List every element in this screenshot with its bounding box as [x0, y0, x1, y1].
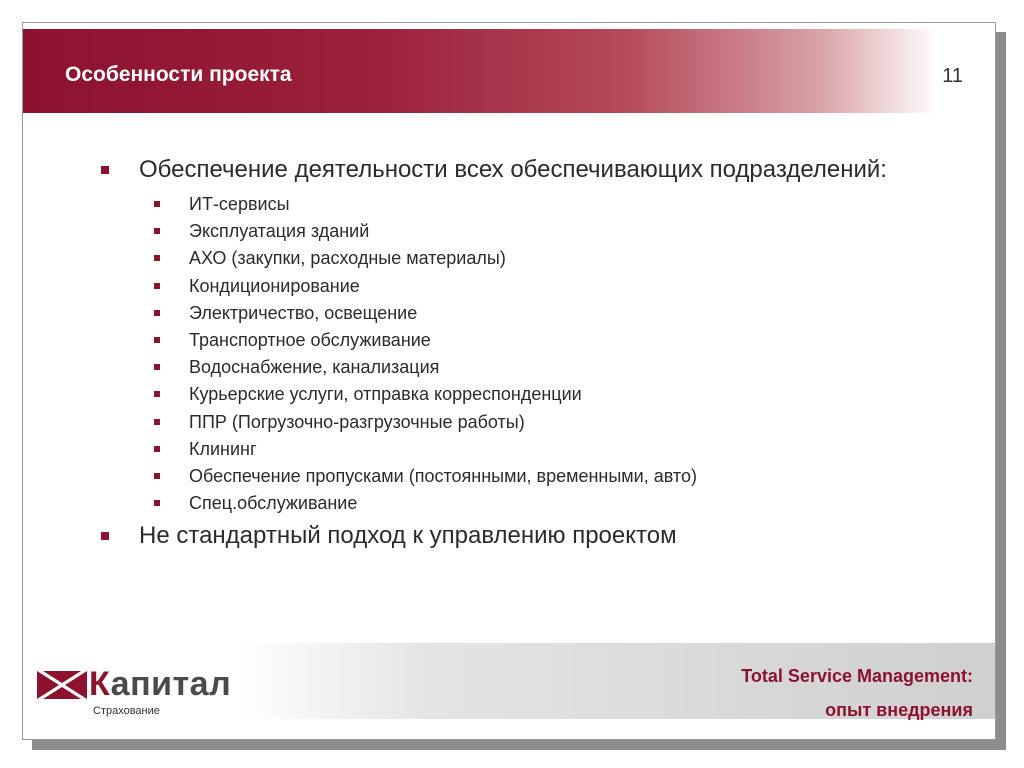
- square-bullet-icon: [154, 228, 160, 234]
- square-bullet-icon: [154, 364, 160, 370]
- footer-title: Total Service Management:: [741, 666, 973, 686]
- page-number: 11: [942, 65, 963, 87]
- bullet-item-1: [101, 153, 961, 187]
- sub-bullet-item: [101, 273, 961, 300]
- sub-bullet-item: [101, 218, 961, 245]
- sub-bullet-text: Эксплуатация зданий: [189, 221, 370, 242]
- slide: [22, 22, 996, 740]
- footer-subtitle: опыт внедрения: [825, 700, 973, 720]
- square-bullet-icon: [154, 419, 160, 425]
- sub-bullet-text: Водоснабжение, канализация: [189, 357, 440, 378]
- sub-bullet-text: АХО (закупки, расходные материалы): [189, 248, 506, 269]
- sub-bullet-item: [101, 381, 961, 408]
- company-logo: [35, 663, 265, 719]
- sub-bullet-item: [101, 490, 961, 517]
- square-bullet-icon: [101, 166, 109, 174]
- sub-bullet-item: [101, 436, 961, 463]
- sub-bullet-item: [101, 191, 961, 218]
- sub-bullet-text: Клининг: [189, 438, 257, 459]
- sub-bullet-item: [101, 354, 961, 381]
- square-bullet-icon: [154, 310, 160, 316]
- bullet-item-1-text: Обеспечение деятельности всех обеспечивающих подразделений:: [139, 156, 887, 183]
- sub-bullet-text: ППР (Погрузочно-разгрузочные работы): [189, 411, 525, 432]
- logo-subtitle: Страхование: [93, 705, 160, 717]
- sub-bullet-text: Электричество, освещение: [189, 302, 418, 323]
- footer-band: [239, 643, 996, 719]
- sub-bullet-text: Кондиционирование: [189, 275, 360, 296]
- sub-bullet-item: [101, 463, 961, 490]
- sub-bullet-item: [101, 327, 961, 354]
- square-bullet-icon: [154, 255, 160, 261]
- sub-bullet-text: Курьерские услуги, отправка корреспонденции: [189, 384, 582, 405]
- logo-wordmark: Капитал: [89, 665, 232, 703]
- sub-bullet-text: Спец.обслуживание: [189, 493, 358, 514]
- bullet-item-2-text: Не стандартный подход к управлению проектом: [139, 522, 677, 550]
- slide-title: Особенности проекта: [65, 63, 292, 86]
- capital-logo-mark-icon: [37, 671, 87, 699]
- sub-bullet-text: Транспортное обслуживание: [189, 330, 431, 351]
- square-bullet-icon: [154, 446, 160, 452]
- square-bullet-icon: [154, 283, 160, 289]
- square-bullet-icon: [101, 532, 109, 540]
- square-bullet-icon: [154, 391, 160, 397]
- sub-bullet-list: [101, 191, 961, 517]
- content-area: [101, 153, 961, 553]
- sub-bullet-item: [101, 409, 961, 436]
- sub-bullet-item: [101, 245, 961, 272]
- sub-bullet-text: ИТ-сервисы: [189, 194, 290, 214]
- square-bullet-icon: [154, 473, 160, 479]
- square-bullet-icon: [154, 201, 160, 207]
- square-bullet-icon: [154, 337, 160, 343]
- sub-bullet-text: Обеспечение пропусками (постоянными, временными, авто): [189, 466, 697, 487]
- sub-bullet-item: [101, 300, 961, 327]
- bullet-item-2: [101, 519, 961, 553]
- header-band: [23, 29, 996, 113]
- square-bullet-icon: [154, 500, 160, 506]
